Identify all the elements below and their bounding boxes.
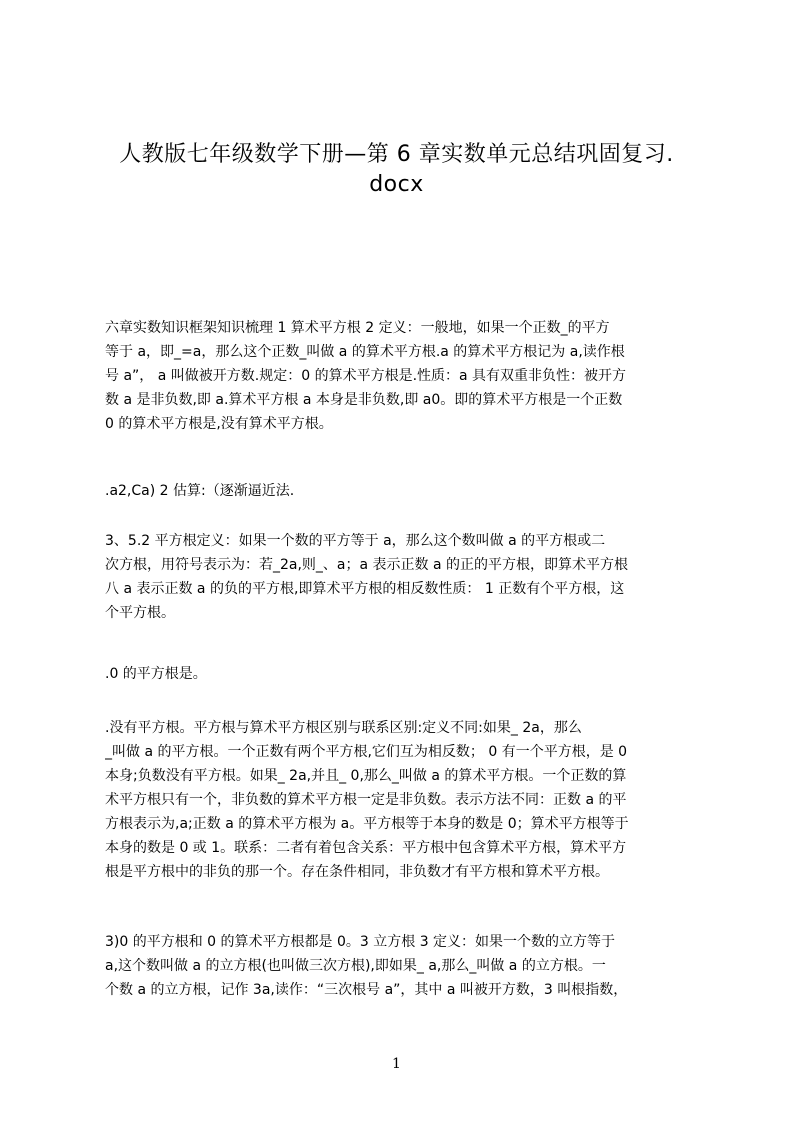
text-line: 号 a”， a 叫做被开方数.规定：0 的算术平方根是.性质：a 具有双重非负性：被开方 (105, 368, 627, 384)
text-line: 本身的数是 0 或 1。联系：二者有着包含关系：平方根中包含算术平方根，算术平方 (105, 840, 627, 856)
text-line: 八 a 表示正数 a 的负的平方根,即算术平方根的相反数性质： 1 正数有个平方根，这 (105, 581, 625, 597)
text-line: _叫做 a 的平方根。一个正数有两个平方根,它们互为相反数； 0 有一个平方根，是 0 (105, 744, 628, 760)
text-line: .a2,Ca) 2 估算:（逐渐逼近法. (105, 483, 295, 499)
text-line: 方根表示为,a;正数 a 的算术平方根为 a。平方根等于本身的数是 0；算术平方根等于 (105, 816, 629, 832)
text-line: 个数 a 的立方根，记作 3a,读作：“三次根号 a”，其中 a 叫被开方数，3 叫根指数， (105, 982, 628, 998)
text-line: 等于 a，即_=a，那么这个正数_叫做 a 的算术平方根.a 的算术平方根记为 a,读作根 (105, 344, 625, 360)
title-line-2: docx (369, 172, 424, 197)
text-line: 个平方根。 (105, 605, 175, 621)
text-line: 数 a 是非负数,即 a.算术平方根 a 本身是非负数,即 a0。即的算术平方根是一个正数 (105, 392, 623, 408)
text-line: a,这个数叫做 a 的立方根(也叫做三次方根),即如果_ a,那么_叫做 a 的立方根。一 (105, 958, 606, 974)
text-line: 3、5.2 平方根定义：如果一个数的平方等于 a，那么这个数叫做 a 的平方根或二 (105, 533, 606, 549)
text-line: .0 的平方根是。 (105, 666, 207, 682)
paragraph-5 (105, 716, 705, 884)
text-line: 3)0 的平方根和 0 的算术平方根都是 0。3 立方根 3 定义：如果一个数的立方等于 (105, 934, 616, 950)
text-line: 术平方根只有一个，非负数的算术平方根一定是非负数。表示方法不同：正数 a 的平 (105, 792, 627, 808)
paragraph-4 (105, 662, 705, 686)
title-line-1: 人教版七年级数学下册—第 6 章实数单元总结巩固复习. (119, 142, 674, 167)
document-title (60, 140, 733, 200)
text-line: 0 的算术平方根是,没有算术平方根。 (105, 416, 333, 432)
text-line: 次方根，用符号表示为：若_2a,则_、a；a 表示正数 a 的正的平方根，即算术平方根 (105, 557, 629, 573)
paragraph-1 (105, 316, 705, 436)
text-line: 六章实数知识框架知识梳理 1 算术平方根 2 定义：一般地，如果一个正数_的平方 (105, 320, 610, 336)
page-number: 1 (392, 1056, 401, 1072)
text-line: 根是平方根中的非负的那一个。存在条件相同，非负数才有平方根和算术平方根。 (105, 864, 609, 880)
text-line: 本身;负数没有平方根。如果_ 2a,并且_ 0,那么_叫做 a 的算术平方根。一个正数的算 (105, 768, 627, 784)
paragraph-6 (105, 930, 705, 1002)
paragraph-2 (105, 479, 705, 503)
text-line: .没有平方根。平方根与算术平方根区别与联系区别:定义不同:如果_ 2a，那么 (105, 720, 582, 736)
paragraph-3 (105, 529, 705, 625)
